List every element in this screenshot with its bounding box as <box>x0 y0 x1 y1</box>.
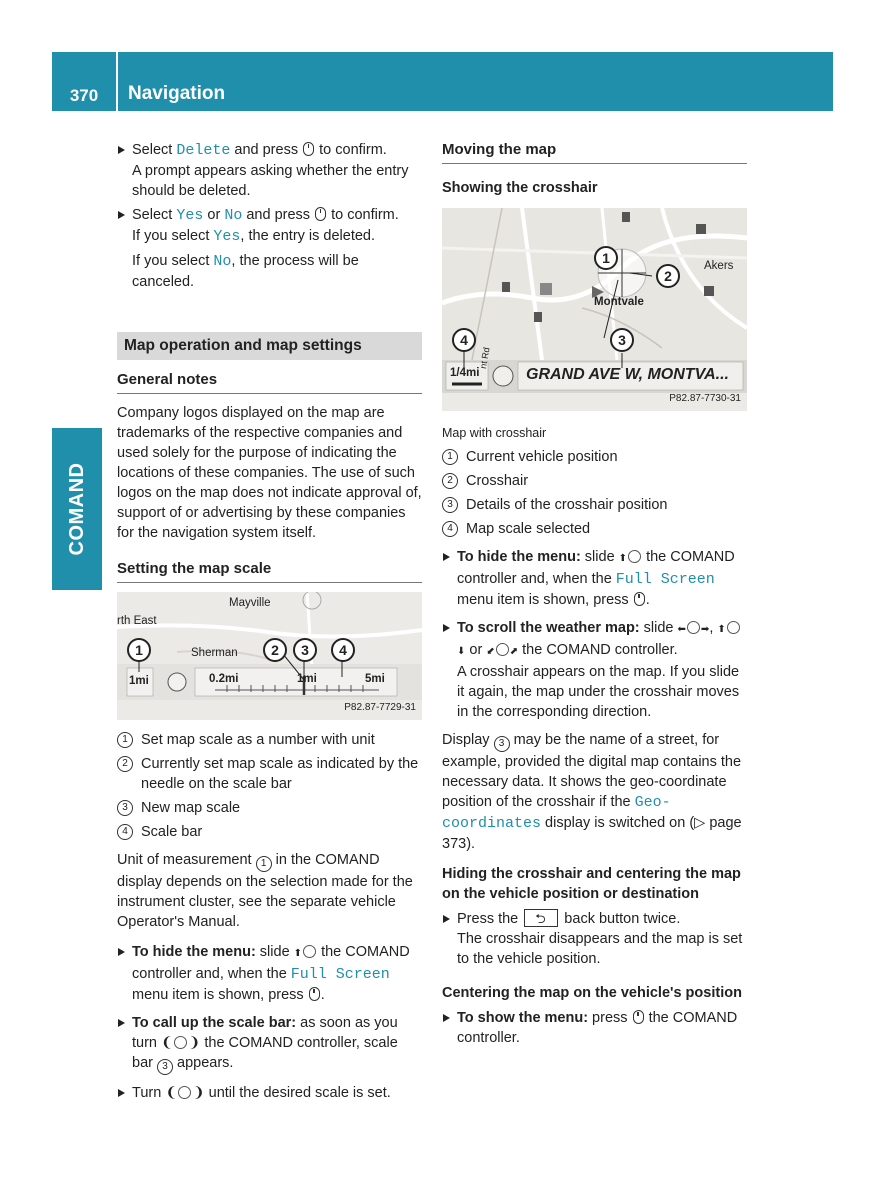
map-scale-heading: Setting the map scale <box>117 559 422 583</box>
controller-icon <box>687 621 700 634</box>
controller-icon <box>174 1036 187 1049</box>
legend-item: 2 Currently set map scale as indicated by the needle on the scale bar <box>117 754 422 794</box>
figure-caption: Map with crosshair <box>442 426 547 440</box>
map-label-akers: Akers <box>704 260 734 272</box>
callout-3: 3 <box>610 328 634 352</box>
left-column <box>117 140 422 1107</box>
callout-2: 2 <box>263 638 287 662</box>
callout-4: 4 <box>452 328 476 352</box>
scale-unit-label: 1mi <box>129 675 149 687</box>
legend-item: 4 Map scale selected <box>442 519 747 539</box>
press-controller-icon <box>633 1010 644 1024</box>
scale-label: 1/4mi <box>450 367 480 379</box>
map-label-sherman: Sherman <box>191 647 238 659</box>
press-controller-icon <box>315 207 326 221</box>
turn-icon: ❨ <box>161 1035 174 1051</box>
scale-mid-label: 1mi <box>297 673 317 685</box>
callout-4: 4 <box>331 638 355 662</box>
centering-heading: Centering the map on the vehicle's position <box>442 985 742 1001</box>
turn-icon: ❨ <box>165 1085 178 1101</box>
press-controller-icon <box>309 987 320 1001</box>
controller-icon <box>303 945 316 958</box>
side-tab <box>52 428 102 590</box>
step-hide-menu: To hide the menu: slide ⬆ the COMAND controller and, when the Full Screen menu item is shown, press . <box>442 547 747 610</box>
crosshair-heading: Showing the crosshair <box>442 180 598 196</box>
controller-icon <box>727 621 740 634</box>
callout-1: 1 <box>127 638 151 662</box>
legend-item: 2 Crosshair <box>442 471 747 491</box>
unit-paragraph: Unit of measurement 1 in the COMAND display depends on the selection made for the instrument cluster, see the separate vehicle Operator's Manual. <box>117 852 413 930</box>
legend-item: 3 Details of the crosshair position <box>442 495 747 515</box>
general-notes-text: Company logos displayed on the map are trademarks of the respective companies and used solely for the purpose of indicating the locations of these companies. The use of such logos on the map does not indicate approval of, support of or advertising by these companies for the navigation system itself. <box>117 405 422 541</box>
step-select-delete: Select Delete and press to confirm. A prompt appears asking whether the entry should be deleted. <box>117 140 422 201</box>
map-label-north-east: rth East <box>117 615 157 627</box>
step-show-menu: To show the menu: press the COMAND controller. <box>442 1008 747 1048</box>
side-tab-label: COMAND <box>66 462 88 556</box>
press-controller-icon <box>634 592 645 606</box>
controller-icon <box>628 550 641 563</box>
page-title: Navigation <box>128 83 226 104</box>
map-label-road: nt Rd <box>477 346 492 370</box>
legend-item: 3 New map scale <box>117 798 422 818</box>
step-call-scale-bar: To call up the scale bar: as soon as you turn ❨ ❩ the COMAND controller, scale bar 3 appears. <box>117 1013 422 1075</box>
callout-3: 3 <box>293 638 317 662</box>
display-paragraph: Display 3 may be the name of a street, for example, provided the digital map contains the necessary data. It shows the geo-coordinate position of the crosshair if the Geo-coordinates display is switched on (▷ page 373). <box>442 732 742 852</box>
map-scale-figure <box>117 592 422 720</box>
map-label-montvale: Montvale <box>594 296 644 308</box>
menu-item-delete: Delete <box>176 142 231 159</box>
step-select-yes-no: Select Yes or No and press to confirm. If you select Yes, the entry is deleted. If you select No, the process will be canceled. <box>117 205 422 292</box>
moving-map-heading: Moving the map <box>442 140 747 164</box>
step-hide-menu: To hide the menu: slide ⬆ the COMAND controller and, when the Full Screen menu item is shown, press . <box>117 942 422 1005</box>
scale-right-label: 5mi <box>365 673 385 685</box>
step-press-back: Press the ⮌ back button twice. The crosshair disappears and the map is set to the vehicle position. <box>442 909 747 969</box>
crosshair-figure <box>442 208 747 411</box>
controller-icon <box>178 1086 191 1099</box>
figure-code: P82.87-7730-31 <box>669 393 741 404</box>
callout-2: 2 <box>656 264 680 288</box>
scale-left-label: 0.2mi <box>209 673 239 685</box>
press-controller-icon <box>303 142 314 156</box>
legend-item: 4 Scale bar <box>117 822 422 842</box>
hiding-crosshair-heading: Hiding the crosshair and centering the map on the vehicle position or destination <box>442 866 741 902</box>
section-title: Map operation and map settings <box>117 332 422 360</box>
general-notes-heading: General notes <box>117 370 422 394</box>
page-number: 370 <box>69 86 99 105</box>
map-label-mayville: Mayville <box>229 597 271 609</box>
step-scroll-map: To scroll the weather map: slide ⬅ ➡, ⬆⬇ or ⬋ ⬈ the COMAND controller. A crosshair appears on the map. If you slide it again, the map under the crosshair moves in the corresponding direction. <box>442 618 747 722</box>
header-divider <box>116 52 118 111</box>
legend-item: 1 Set map scale as a number with unit <box>117 730 422 750</box>
legend-item: 1 Current vehicle position <box>442 447 747 467</box>
figure-code: P82.87-7729-31 <box>344 702 416 713</box>
step-turn: Turn ❨ ❩ until the desired scale is set. <box>117 1083 422 1103</box>
back-button-icon <box>524 909 558 927</box>
callout-1: 1 <box>594 246 618 270</box>
controller-icon <box>496 643 509 656</box>
street-name: GRAND AVE W, MONTVA... <box>526 366 729 383</box>
right-column <box>442 140 747 1052</box>
